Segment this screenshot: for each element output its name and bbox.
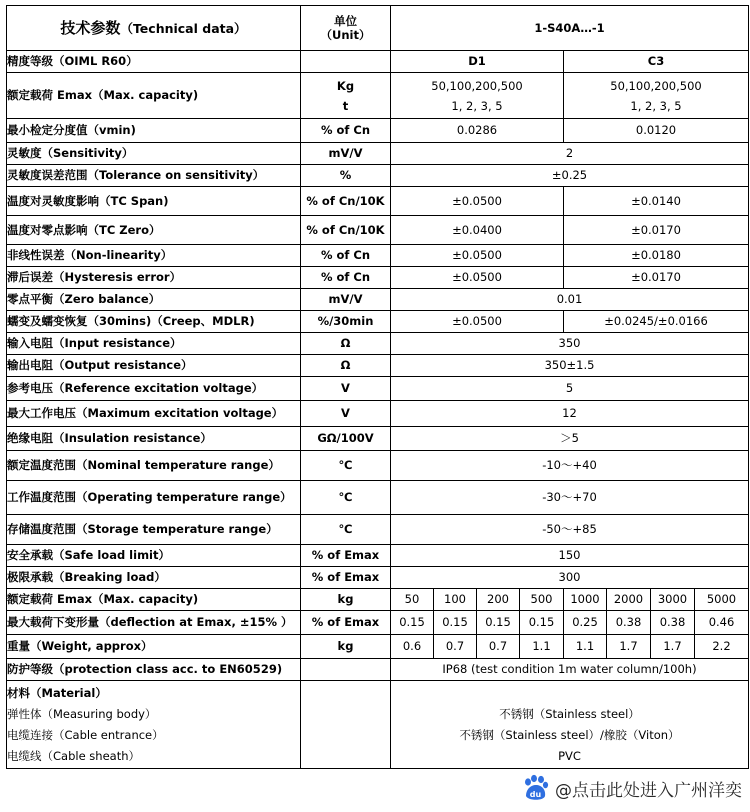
capacity2-label: 额定载荷 Emax（Max. capacity) (7, 589, 301, 611)
svg-text:du: du (529, 790, 542, 799)
operating-temp-unit: ℃ (301, 481, 391, 515)
tc-zero-c3: ±0.0170 (564, 216, 749, 245)
cable-sheath-value: PVC (558, 748, 581, 763)
reference-voltage-value: 5 (391, 377, 749, 401)
protection-label: 防护等级（protection class acc. to EN60529) (7, 659, 301, 681)
footer-text[interactable]: @点击此处进入广州洋奕 (555, 780, 742, 801)
safe-load-label: 安全承载（Safe load limit） (7, 545, 301, 567)
vmin-d1: 0.0286 (391, 119, 564, 143)
hysteresis-label: 滞后误差（Hysteresis error） (7, 267, 301, 289)
storage-temp-value: -50～+85 (391, 515, 749, 545)
tc-span-c3: ±0.0140 (564, 187, 749, 216)
deflection-cell: 0.15 (434, 611, 477, 635)
hysteresis-c3: ±0.0170 (564, 267, 749, 289)
hysteresis-unit: % of Cn (301, 267, 391, 289)
capacity2-unit: kg (301, 589, 391, 611)
tc-zero-d1: ±0.0400 (391, 216, 564, 245)
weight-cell: 1.7 (607, 635, 651, 659)
storage-temp-unit: ℃ (301, 515, 391, 545)
max-voltage-label: 最大工作电压（Maximum excitation voltage） (7, 401, 301, 427)
weight-cell: 1.1 (520, 635, 564, 659)
breaking-load-unit: % of Emax (301, 567, 391, 589)
footer-link[interactable] (521, 774, 742, 802)
creep-c3: ±0.0245/±0.0166 (564, 311, 749, 333)
capacity2-cell: 200 (477, 589, 520, 611)
tc-span-unit: % of Cn/10K (301, 187, 391, 216)
sensitivity-value: 2 (391, 143, 749, 165)
material-label (7, 681, 301, 769)
nonlinearity-d1: ±0.0500 (391, 245, 564, 267)
operating-temp-value: -30～+70 (391, 481, 749, 515)
deflection-cell: 0.46 (695, 611, 749, 635)
safe-load-unit: % of Emax (301, 545, 391, 567)
vmin-label: 最小检定分度值（vmin) (7, 119, 301, 143)
capacity-unit: Kg t (301, 73, 391, 119)
nominal-temp-value: -10～+40 (391, 451, 749, 481)
reference-voltage-label: 参考电压（Reference excitation voltage） (7, 377, 301, 401)
material-head: 材料（Material） (7, 685, 107, 700)
breaking-load-value: 300 (391, 567, 749, 589)
technical-data-table (6, 5, 749, 769)
header-title: 技术参数（Technical data） (7, 6, 301, 51)
grade-label: 精度等级（OIML R60） (7, 51, 301, 73)
deflection-cell: 0.25 (564, 611, 607, 635)
deflection-cell: 0.15 (520, 611, 564, 635)
protection-unit (301, 659, 391, 681)
weight-cell: 1.7 (651, 635, 695, 659)
nonlinearity-unit: % of Cn (301, 245, 391, 267)
capacity2-cell: 2000 (607, 589, 651, 611)
tolerance-value: ±0.25 (391, 165, 749, 187)
max-voltage-value: 12 (391, 401, 749, 427)
capacity2-cell: 50 (391, 589, 434, 611)
vmin-c3: 0.0120 (564, 119, 749, 143)
weight-unit: kg (301, 635, 391, 659)
nominal-temp-label: 额定温度范围（Nominal temperature range） (7, 451, 301, 481)
weight-cell: 0.6 (391, 635, 434, 659)
vmin-unit: % of Cn (301, 119, 391, 143)
nonlinearity-label: 非线性误差（Non-linearity） (7, 245, 301, 267)
reference-voltage-unit: V (301, 377, 391, 401)
insulation-unit: GΩ/100V (301, 427, 391, 451)
cable-entrance-value: 不锈钢（Stainless steel）/橡胶（Viton） (459, 727, 680, 742)
measuring-body-value: 不锈钢（Stainless steel） (499, 706, 640, 721)
baidu-paw-icon (521, 774, 549, 802)
grade-d1: D1 (391, 51, 564, 73)
capacity2-cell: 1000 (564, 589, 607, 611)
cable-entrance-label: 电缆连接（Cable entrance） (7, 727, 164, 742)
weight-cell: 0.7 (477, 635, 520, 659)
nominal-temp-unit: ℃ (301, 451, 391, 481)
tc-zero-unit: % of Cn/10K (301, 216, 391, 245)
creep-d1: ±0.0500 (391, 311, 564, 333)
nonlinearity-c3: ±0.0180 (564, 245, 749, 267)
tc-zero-label: 温度对零点影响（TC Zero） (7, 216, 301, 245)
creep-unit: %/30min (301, 311, 391, 333)
grade-c3: C3 (564, 51, 749, 73)
grade-unit (301, 51, 391, 73)
input-resistance-label: 输入电阻（Input resistance） (7, 333, 301, 355)
sensitivity-label: 灵敏度（Sensitivity） (7, 143, 301, 165)
creep-label: 蠕变及蠕变恢复（30mins)（Creep、MDLR) (7, 311, 301, 333)
weight-cell: 0.7 (434, 635, 477, 659)
capacity2-cell: 100 (434, 589, 477, 611)
capacity2-cell: 5000 (695, 589, 749, 611)
sensitivity-unit: mV/V (301, 143, 391, 165)
max-voltage-unit: V (301, 401, 391, 427)
weight-cell: 2.2 (695, 635, 749, 659)
capacity-label: 额定载荷 Emax（Max. capacity) (7, 73, 301, 119)
measuring-body-label: 弹性体（Measuring body） (7, 706, 157, 721)
tolerance-unit: % (301, 165, 391, 187)
deflection-cell: 0.38 (651, 611, 695, 635)
material-values (391, 681, 749, 769)
header-unit: 单位 （Unit） (301, 6, 391, 51)
header-model: 1-S40A…-1 (391, 6, 749, 51)
deflection-unit: % of Emax (301, 611, 391, 635)
tc-span-d1: ±0.0500 (391, 187, 564, 216)
deflection-label: 最大载荷下变形量（deflection at Emax, ±15% ） (7, 611, 301, 635)
safe-load-value: 150 (391, 545, 749, 567)
material-unit (301, 681, 391, 769)
operating-temp-label: 工作温度范围（Operating temperature range） (7, 481, 301, 515)
output-resistance-unit: Ω (301, 355, 391, 377)
tolerance-label: 灵敏度误差范围（Tolerance on sensitivity） (7, 165, 301, 187)
protection-value: IP68 (test condition 1m water column/100h) (391, 659, 749, 681)
capacity2-cell: 500 (520, 589, 564, 611)
output-resistance-label: 输出电阻（Output resistance） (7, 355, 301, 377)
capacity2-cell: 3000 (651, 589, 695, 611)
storage-temp-label: 存储温度范围（Storage temperature range） (7, 515, 301, 545)
input-resistance-value: 350 (391, 333, 749, 355)
input-resistance-unit: Ω (301, 333, 391, 355)
weight-label: 重量（Weight, approx） (7, 635, 301, 659)
deflection-cell: 0.38 (607, 611, 651, 635)
breaking-load-label: 极限承载（Breaking load） (7, 567, 301, 589)
tc-span-label: 温度对灵敏度影响（TC Span) (7, 187, 301, 216)
zero-balance-value: 0.01 (391, 289, 749, 311)
deflection-cell: 0.15 (391, 611, 434, 635)
insulation-value: ＞5 (391, 427, 749, 451)
zero-balance-label: 零点平衡（Zero balance） (7, 289, 301, 311)
zero-balance-unit: mV/V (301, 289, 391, 311)
deflection-cell: 0.15 (477, 611, 520, 635)
output-resistance-value: 350±1.5 (391, 355, 749, 377)
weight-cell: 1.1 (564, 635, 607, 659)
insulation-label: 绝缘电阻（Insulation resistance） (7, 427, 301, 451)
cable-sheath-label: 电缆线（Cable sheath） (7, 748, 141, 763)
capacity-d1: 50,100,200,500 1, 2, 3, 5 (391, 73, 564, 119)
capacity-c3: 50,100,200,500 1, 2, 3, 5 (564, 73, 749, 119)
hysteresis-d1: ±0.0500 (391, 267, 564, 289)
